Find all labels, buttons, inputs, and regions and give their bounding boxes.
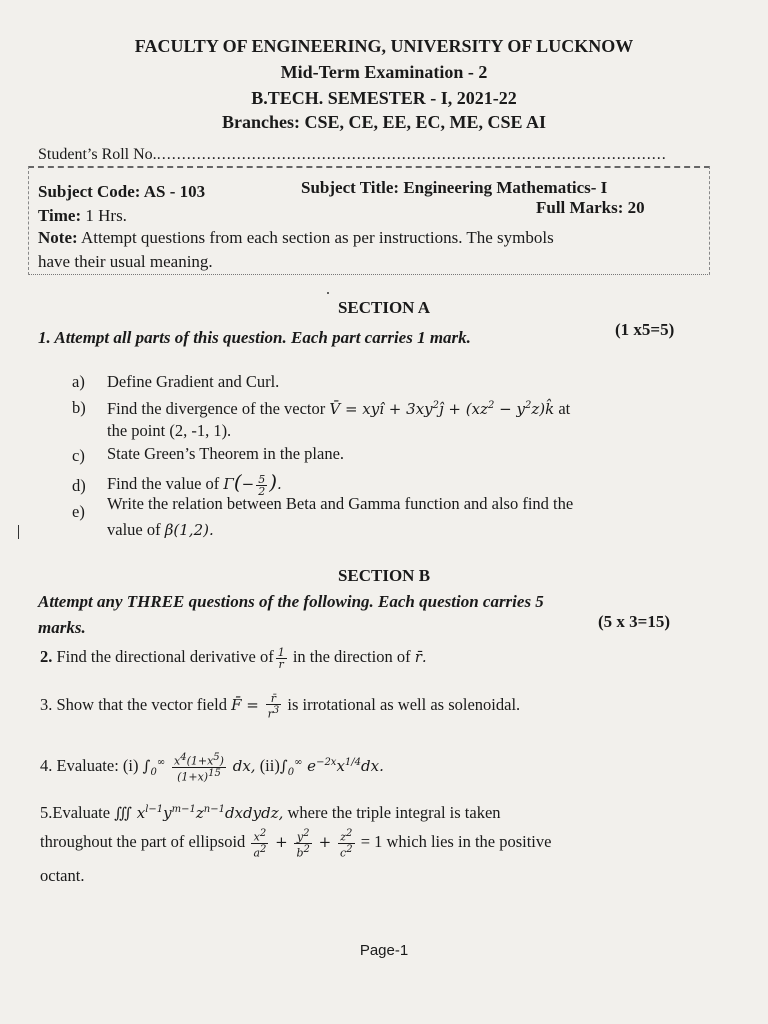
exam-title: Mid-Term Examination - 2 — [280, 62, 488, 82]
part-a-text: Define Gradient and Curl. — [107, 372, 280, 391]
section-a-marks: (1 x5=5) — [615, 320, 675, 339]
roll-dots: ...................................................................................................... — [156, 146, 667, 163]
triple-integral-formula: ∭ $x^{l-1}y^{m-1}z^{n-1}dxdydz$, — [114, 804, 284, 822]
q3-post: is irrotational as well as solenoidal. — [287, 695, 521, 714]
part-b-post: at — [558, 399, 571, 418]
q1-instruction: Attempt all parts of this question. Each part carries 1 mark. — [54, 328, 471, 347]
part-e-line1: Write the relation between Beta and Gamma function and also find the — [107, 494, 574, 513]
q3-number: 3. — [40, 695, 53, 714]
faculty-title: FACULTY OF ENGINEERING, UNIVERSITY OF LUCKNOW — [134, 36, 634, 56]
q5-mid: where the triple integral is taken — [287, 803, 501, 822]
part-e-label: e) — [72, 502, 85, 521]
q1-number: 1. — [38, 328, 51, 347]
roll-label: Student’s Roll No. — [38, 146, 157, 163]
time-value: 1 Hrs. — [85, 206, 127, 225]
part-b-line2: the point (2, -1, 1). — [107, 421, 232, 440]
part-b-label: b) — [72, 398, 86, 417]
r-vector: r̄. — [414, 648, 427, 666]
section-a-title: SECTION A — [337, 298, 431, 317]
roll-number-line — [38, 146, 667, 164]
q5-line2-pre: throughout the part of ellipsoid — [40, 832, 246, 851]
part-b-pre: Find the divergence of the vector — [107, 399, 326, 418]
gamma-formula: Γ(− $\frac{5}{2}$ ). — [223, 470, 282, 498]
q2-post: in the direction of — [292, 647, 411, 666]
part-c-text: State Green’s Theorem in the plane. — [107, 444, 345, 463]
subject-title: Subject Title: Engineering Mathematics- I — [301, 178, 608, 197]
q2-pre: Find the directional derivative of — [56, 647, 274, 666]
field-f-formula: F̄ = $\frac{r̄}{r^3}$ — [231, 691, 280, 721]
integral-2-formula: $(ii)\int_0^\infty$ $e^{-2x}x^{1/4}dx$. — [259, 756, 384, 778]
section-b-marks: (5 x 3=15) — [598, 612, 671, 631]
section-a-instruction — [38, 328, 471, 348]
q3-pre: Show that the vector field — [56, 695, 227, 714]
one-over-r-fraction: $\frac{1}{r}$ — [277, 645, 285, 671]
section-b-title: SECTION B — [337, 566, 431, 585]
full-marks: Full Marks: 20 — [536, 198, 645, 217]
section-b-instruction-1: Attempt any THREE questions of the following. Each question carries 5 — [38, 592, 544, 611]
time-line — [38, 206, 127, 226]
ellipsoid-formula: $\frac{x^2}{a^2}$ + $\frac{y^2}{b^2}$ + $\frac{z^2}{c^2}$ — [253, 827, 353, 860]
q5-pre: Evaluate — [52, 803, 111, 822]
q2-number: 2. — [40, 647, 53, 666]
integral-1-formula: $\int_0^\infty$ $\frac{x^4(1+x^5)}{(1+x)^{15}}$ dx, — [142, 751, 256, 784]
note-text-1: Attempt questions from each section as per instructions. The symbols — [80, 228, 554, 247]
q4-number: 4. — [40, 756, 53, 775]
time-label: Time: — [38, 206, 82, 225]
subject-info-box — [28, 166, 710, 275]
branches-title: Branches: CSE, CE, EE, EC, ME, CSE AI — [221, 112, 547, 132]
subject-code: Subject Code: AS - 103 — [38, 182, 206, 201]
part-a-label: a) — [72, 372, 85, 391]
note-line-2: have their usual meaning. — [38, 252, 213, 271]
question-5-line-2 — [40, 826, 551, 858]
question-5-line-3: octant. — [40, 866, 85, 885]
question-2 — [40, 642, 427, 672]
part-c-label: c) — [72, 446, 85, 465]
part-d-label: d) — [72, 476, 86, 495]
page-number: Page-1 — [359, 942, 409, 959]
part-b-text — [107, 394, 697, 421]
q5-line2-post: = 1 which lies in the positive — [360, 832, 552, 851]
note-line-1 — [38, 228, 554, 248]
q5-number: 5. — [40, 803, 53, 822]
ink-dot — [327, 292, 329, 294]
question-5-line-1 — [40, 798, 501, 825]
question-4 — [40, 746, 384, 790]
part-e-pre: value of — [107, 520, 161, 539]
vector-v-formula: V̄ = xyî + $3xy^2ĵ + (xz^2$ − $y^2z)k̂$ — [329, 400, 555, 418]
margin-mark — [18, 525, 19, 539]
note-label: Note: — [38, 228, 78, 247]
section-b-instruction-2: marks. — [38, 618, 86, 637]
q4-pre: Evaluate: (i) — [56, 756, 139, 775]
part-d-pre: Find the value of — [107, 474, 220, 493]
question-3 — [40, 690, 520, 720]
semester-title: B.TECH. SEMESTER - I, 2021-22 — [251, 88, 517, 108]
beta-formula: β(1,2). — [164, 521, 214, 539]
part-e-line2 — [107, 518, 214, 542]
